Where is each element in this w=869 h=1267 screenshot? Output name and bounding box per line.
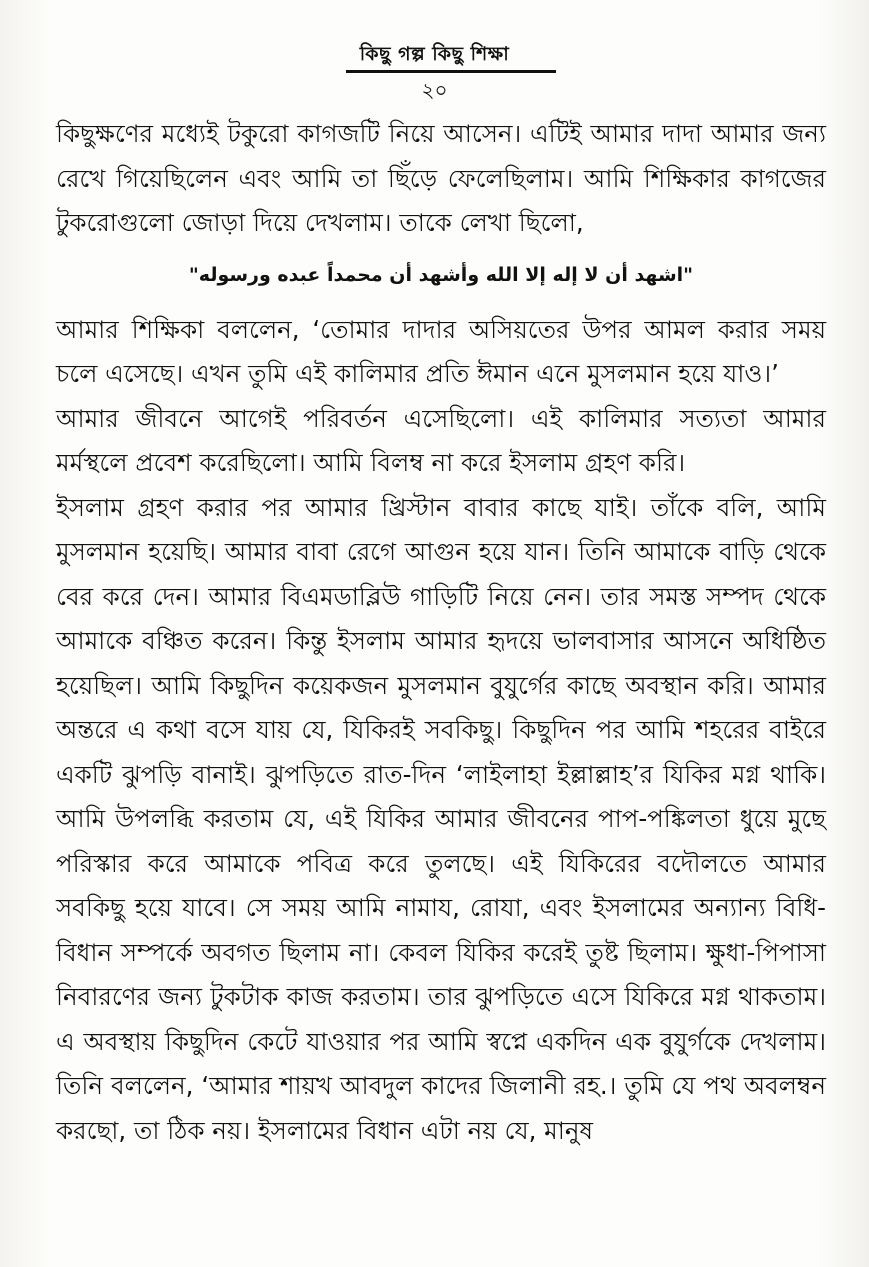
running-header-title: কিছু গল্প কিছু শিক্ষা xyxy=(359,43,510,65)
body-text xyxy=(56,112,826,1153)
paragraph-1: কিছুক্ষণের মধ্যেই টকুরো কাগজটি নিয়ে আসেন। এটিই আমার দাদা আমার জন্য রেখে গিয়েছিলেন এবং আমি তা ছিঁড়ে ফেলেছিলাম। আমি শিক্ষিকার কাগজের টুকরোগুলো জোড়া দিয়ে দেখলাম। তাকে লেখা ছিলো, xyxy=(56,119,826,237)
page-number: ২০ xyxy=(421,78,448,102)
paragraph-4: ইসলাম গ্রহণ করার পর আমার খ্রিস্টান বাবার কাছে যাই। তাঁকে বলি, আমি মুসলমান হয়েছি। আমার বাবা রেগে আগুন হয়ে যান। তিনি আমাকে বাড়ি থেকে বের করে দেন। আমার বিএমডাব্লিউ গাড়িটি নিয়ে নেন। তার সমস্ত সম্পদ থেকে আমাকে বঞ্চিত করেন। কিন্তু ইসলাম আমার হৃদয়ে ভালবাসার আসনে অধিষ্ঠিত হয়েছিল। আমি কিছুদিন কয়েকজন মুসলমান বুযুর্গের কাছে অবস্থান করি। আমার অন্তরে এ কথা বসে যায় যে, যিকিরই সবকিছু। কিছুদিন পর আমি শহরের বাইরে একটি ঝুপড়ি বানাই। ঝুপড়িতে রাত-দিন ‘লাইলাহা ইল্লাল্লাহ’র যিকির মগ্ন থাকি। আমি উপলব্ধি করতাম যে, এই যিকির আমার জীবনের পাপ-পঙ্কিলতা ধুয়ে মুছে পরিস্কার করে আমাকে পবিত্র করে তুলছে। এই যিকিরের বদৌলতে আমার সবকিছু হয়ে যাবে। সে সময় আমি নামায, রোযা, এবং ইসলামের অন্যান্য বিধি-বিধান সম্পর্কে অবগত ছিলাম না। কেবল যিকির করেই তুষ্ট ছিলাম। ক্ষুধা-পিপাসা নিবারণের জন্য টুকটাক কাজ করতাম। তার ঝুপড়িতে এসে যিকিরে মগ্ন থাকতাম। এ অবস্থায় কিছুদিন কেটে যাওয়ার পর আমি স্বপ্নে একদিন এক বুযুর্গকে দেখলাম। তিনি বললেন, ‘আমার শায়খ আবদুল কাদের জিলানী রহ.। তুমি যে পথ অবলম্বন করছো, তা ঠিক নয়। ইসলামের বিধান এটা নয় যে, মানুষ xyxy=(56,492,826,1145)
paragraph-2: আমার শিক্ষিকা বললেন, ‘তোমার দাদার অসিয়তের উপর আমল করার সময় চলে এসেছে। এখন তুমি এই কালিমার প্রতি ঈমান এনে মুসলমান হয়ে যাও।’ xyxy=(56,314,826,388)
arabic-kalima: "اشهد أن لا إله إلا الله وأشهد أن محمداً عبده ورسوله" xyxy=(188,263,694,286)
header-divider xyxy=(346,70,556,73)
paragraph-3: আমার জীবনে আগেই পরিবর্তন এসেছিলো। এই কালিমার সত্যতা আমার মর্মস্থলে প্রবেশ করেছিলো। আমি বিলম্ব না করে ইসলাম গ্রহণ করি। xyxy=(56,403,826,477)
